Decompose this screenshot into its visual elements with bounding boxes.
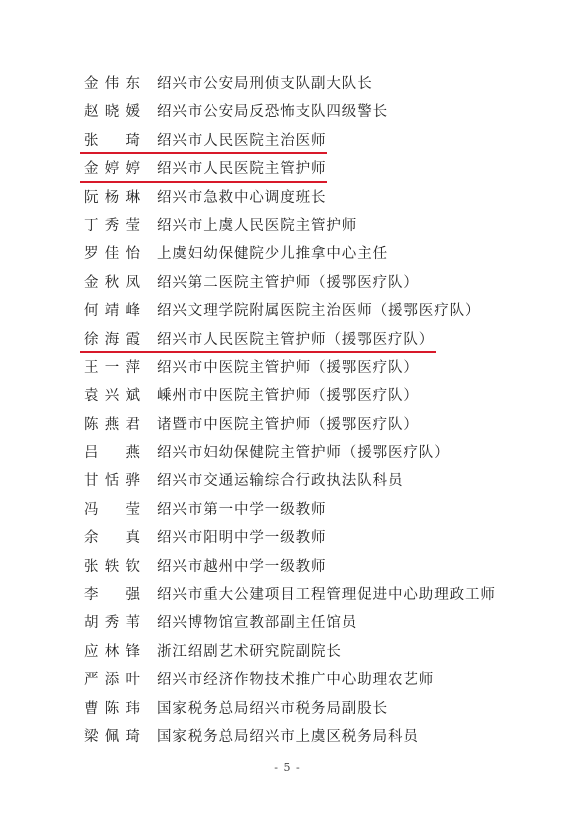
person-name: 赵晓媛 <box>84 104 140 121</box>
list-item <box>0 269 575 297</box>
person-name: 王一萍 <box>84 359 140 376</box>
person-name: 甘恬骅 <box>84 473 140 490</box>
person-title: 绍兴市公安局刑侦支队副大队长 <box>157 76 373 92</box>
name-list <box>0 70 575 751</box>
person-title: 上虞妇幼保健院少儿推拿中心主任 <box>157 246 388 263</box>
person-title: 绍兴市人民医院主管护师 <box>157 161 327 178</box>
list-item <box>0 127 575 155</box>
person-title: 绍兴市妇幼保健院主管护师（援鄂医疗队） <box>157 445 450 462</box>
list-item <box>0 240 575 268</box>
person-title: 绍兴博物馆宣教部副主任馆员 <box>157 615 358 632</box>
red-underline <box>80 152 327 154</box>
list-item <box>0 553 575 581</box>
list-item <box>0 382 575 410</box>
person-title: 绍兴市阳明中学一级教师 <box>157 530 327 547</box>
list-item <box>0 524 575 552</box>
person-title: 绍兴市公安局反恐怖支队四级警长 <box>157 104 388 121</box>
list-item <box>0 723 575 751</box>
person-name: 严添叶 <box>84 672 140 689</box>
person-name: 胡秀苇 <box>84 615 140 632</box>
person-name: 丁秀莹 <box>84 217 140 234</box>
person-name: 余真 <box>84 530 140 547</box>
person-title: 绍兴市人民医院主管护师（援鄂医疗队） <box>157 331 435 348</box>
person-title: 绍兴市第一中学一级教师 <box>157 501 327 518</box>
person-title: 绍兴市交通运输综合行政执法队科员 <box>157 473 404 490</box>
person-name: 张琦 <box>84 132 140 149</box>
person-title: 国家税务总局绍兴市上虞区税务局科员 <box>157 728 419 745</box>
list-item <box>0 70 575 98</box>
person-title: 浙江绍剧艺术研究院副院长 <box>157 643 342 660</box>
red-underline <box>80 181 327 183</box>
list-item <box>0 695 575 723</box>
list-item <box>0 98 575 126</box>
person-name: 曹陈玮 <box>84 700 140 717</box>
person-title: 嵊州市中医院主管护师（援鄂医疗队） <box>157 388 419 405</box>
person-name: 何靖峰 <box>84 303 140 320</box>
person-name: 袁兴斌 <box>84 388 140 405</box>
person-name: 应林锋 <box>84 643 140 660</box>
person-name: 张轶钦 <box>84 558 140 575</box>
person-title: 国家税务总局绍兴市税务局副股长 <box>157 700 388 717</box>
person-name: 吕燕 <box>84 445 140 462</box>
list-item <box>0 666 575 694</box>
list-item <box>0 609 575 637</box>
list-item <box>0 496 575 524</box>
list-item <box>0 581 575 609</box>
list-item <box>0 467 575 495</box>
person-name: 金秋凤 <box>84 274 140 291</box>
person-title: 绍兴市越州中学一级教师 <box>157 558 327 575</box>
person-title: 绍兴市上虞人民医院主管护师 <box>157 217 358 234</box>
red-underline <box>80 351 436 353</box>
list-item <box>0 155 575 183</box>
list-item <box>0 184 575 212</box>
person-name: 陈燕君 <box>84 416 140 433</box>
person-name: 金婷婷 <box>84 161 140 178</box>
list-item <box>0 212 575 240</box>
person-title: 绍兴第二医院主管护师（援鄂医疗队） <box>157 274 419 291</box>
person-name: 梁佩琦 <box>84 728 140 745</box>
person-name: 阮杨琳 <box>84 189 140 206</box>
person-title: 绍兴市中医院主管护师（援鄂医疗队） <box>157 359 419 376</box>
person-name: 罗佳怡 <box>84 246 140 263</box>
list-item <box>0 297 575 325</box>
person-title: 绍兴市急救中心调度班长 <box>157 189 327 206</box>
person-name: 金伟东 <box>84 76 140 92</box>
list-item <box>0 326 575 354</box>
list-item <box>0 411 575 439</box>
person-title: 绍兴文理学院附属医院主治医师（援鄂医疗队） <box>157 303 481 320</box>
list-item <box>0 638 575 666</box>
list-item <box>0 354 575 382</box>
person-title: 诸暨市中医院主管护师（援鄂医疗队） <box>157 416 419 433</box>
person-name: 冯莹 <box>84 501 140 518</box>
person-name: 徐海霞 <box>84 331 140 348</box>
person-title: 绍兴市人民医院主治医师 <box>157 132 327 149</box>
person-name: 李强 <box>84 587 140 604</box>
list-item <box>0 439 575 467</box>
page-number: - 5 - <box>274 761 301 774</box>
person-title: 绍兴市重大公建项目工程管理促进中心助理政工师 <box>157 587 496 604</box>
person-title: 绍兴市经济作物技术推广中心助理农艺师 <box>157 672 435 689</box>
